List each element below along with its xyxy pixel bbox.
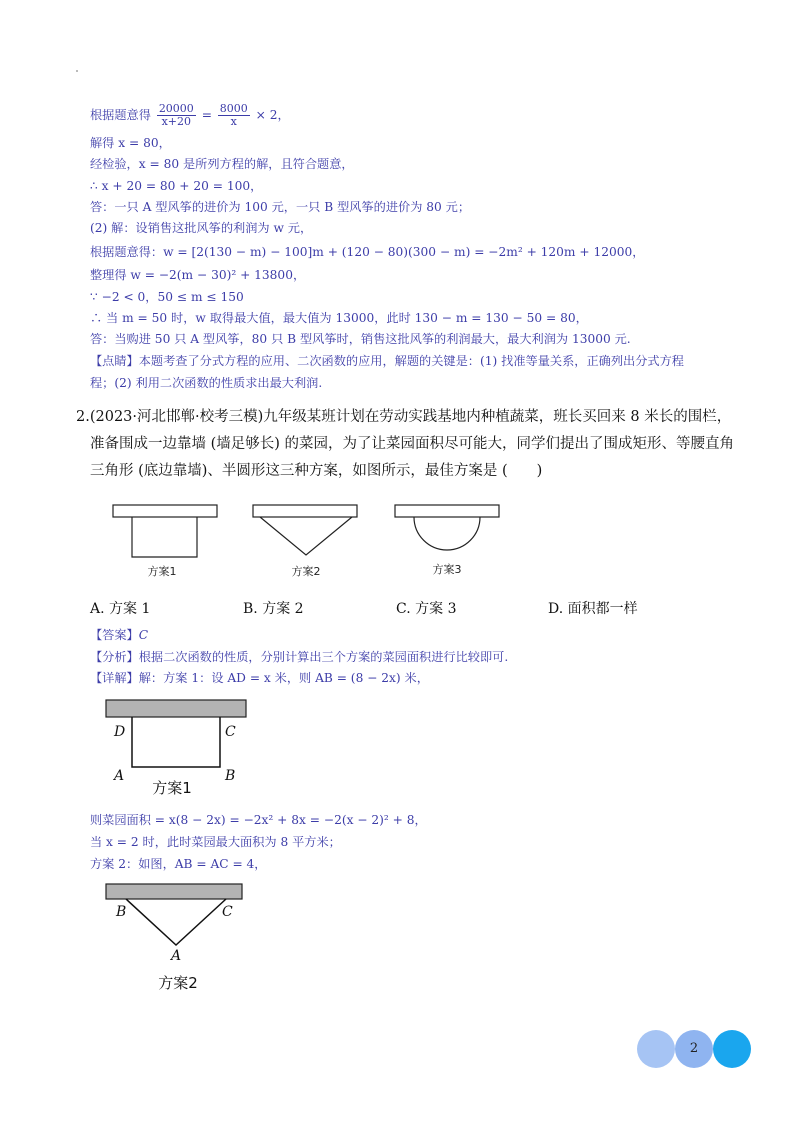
option-c: C. 方案 3	[396, 601, 457, 617]
caption-2: 方案2	[291, 565, 321, 578]
solution-line: 答：一只 A 型风筝的进价为 100 元，一只 B 型风筝的进价为 80 元；	[90, 200, 471, 214]
solution-line: ∴ 当 m = 50 时，w 取得最大值，最大值为 13000，此时 130 − m = 130 − 50 = 80，	[90, 311, 588, 325]
dianjing-line-1	[90, 353, 684, 369]
fig2-caption: 方案2	[158, 974, 198, 992]
question-text-1: 九年级某班计划在劳动实践基地内种植蔬菜，班长买回来 8 米长的围栏，	[263, 409, 732, 425]
analysis-text: 根据二次函数的性质，分别计算出三个方案的菜园面积进行比较即可.	[138, 650, 509, 664]
label-c: C	[225, 724, 236, 740]
page-number: 2	[689, 1041, 699, 1056]
dianjing-tag: 【点睛】	[90, 354, 139, 368]
wall-fig2	[106, 884, 242, 899]
option-a: A. 方案 1	[90, 601, 151, 617]
wall-2	[253, 505, 357, 517]
fraction-2	[218, 103, 250, 128]
option-d: D. 面积都一样	[548, 601, 638, 617]
analysis-tag: 【分析】	[90, 650, 139, 664]
dianjing-text-1: 本题考查了分式方程的应用、二次函数的应用，解题的关键是：(1) 找准等量关系，正确列出分式方程	[138, 354, 684, 368]
solution-line: ∵ −2 < 0，50 ≤ m ≤ 150	[90, 290, 244, 304]
detail-text: 解：方案 1：设 AD = x 米，则 AB = (8 − 2x) 米，	[138, 671, 429, 685]
solution-line: 根据题意得：w = [2(130 − m) − 100]m + (120 − 80)(300 − m) = −2m² + 120m + 12000，	[90, 245, 645, 259]
label-a: A	[114, 768, 125, 784]
label-b: B	[116, 904, 127, 920]
corner-mark	[76, 70, 78, 72]
label-c: C	[222, 904, 233, 920]
page-decor-left	[637, 1030, 675, 1068]
question-number: 2.	[76, 409, 90, 425]
solution-line: ∴ x + 20 = 80 + 20 = 100，	[90, 179, 263, 193]
label-d: D	[114, 724, 126, 740]
solution-line: (2) 解：设销售这批风筝的利润为 w 元，	[90, 221, 313, 235]
question-2	[76, 404, 735, 485]
solution-line: 答：当购进 50 只 A 型风筝，80 只 B 型风筝时，销售这批风筝的利润最大，最大利润为 13000 元.	[90, 332, 631, 346]
question-source: (2023·河北邯郸·校考三模)	[89, 409, 264, 425]
label-a: A	[171, 948, 182, 964]
solution-line: 则菜园面积 = x(8 − 2x) = −2x² + 8x = −2(x − 2)² + 8，	[90, 813, 427, 827]
option-b: B. 方案 2	[243, 601, 304, 617]
eq-prefix: 根据题意得	[90, 108, 151, 122]
detail-tag: 【详解】	[90, 671, 139, 685]
equation-line	[90, 100, 290, 130]
fig1-caption: 方案1	[152, 779, 192, 797]
eq-suffix: × 2，	[255, 108, 290, 122]
rect-outline	[132, 717, 220, 767]
caption-3: 方案3	[432, 563, 462, 576]
solution-line: 经检验，x = 80 是所列方程的解，且符合题意，	[90, 157, 354, 171]
answer-value: C	[138, 628, 149, 642]
answer-line	[90, 627, 148, 643]
triangle-outline	[126, 899, 226, 945]
label-b: B	[225, 768, 236, 784]
caption-1: 方案1	[147, 565, 177, 578]
semicircle-garden	[414, 517, 480, 550]
wall-1	[113, 505, 217, 517]
answer-tag: 【答案】	[90, 628, 139, 642]
fraction-2-num: 8000	[219, 102, 248, 115]
fraction-1	[157, 103, 196, 128]
detail-line	[90, 670, 429, 686]
eq-equals: =	[201, 108, 212, 122]
solution-line: 整理得 w = −2(m − 30)² + 13800，	[90, 268, 306, 282]
wall-3	[395, 505, 499, 517]
small-figures	[100, 495, 530, 585]
fraction-1-num: 20000	[158, 102, 194, 115]
wall-fig1	[106, 700, 246, 717]
triangle-garden	[260, 517, 352, 555]
figure-scheme-1	[100, 694, 260, 800]
question-line-2: 准备围成一边靠墙 (墙足够长) 的菜园，为了让菜园面积尽可能大，同学们提出了围成矩形、等腰直角	[90, 436, 735, 452]
solution-line: 方案 2：如图，AB = AC = 4，	[90, 857, 267, 871]
figure-scheme-2	[100, 878, 260, 998]
rectangle-garden	[132, 517, 197, 557]
fraction-1-den: x+20	[161, 115, 192, 128]
page-decor-right	[713, 1030, 751, 1068]
question-line-1	[76, 404, 732, 431]
question-line-3: 三角形 (底边靠墙)、半圆形这三种方案，如图所示，最佳方案是 ( )	[90, 463, 543, 479]
dianjing-line-2: 程；(2) 利用二次函数的性质求出最大利润.	[90, 376, 323, 390]
page-number-badge	[675, 1030, 713, 1068]
solution-line: 当 x = 2 时，此时菜园最大面积为 8 平方米；	[90, 835, 341, 849]
solution-line: 解得 x = 80，	[90, 136, 171, 150]
fraction-2-den: x	[230, 115, 237, 128]
analysis-line	[90, 649, 508, 665]
